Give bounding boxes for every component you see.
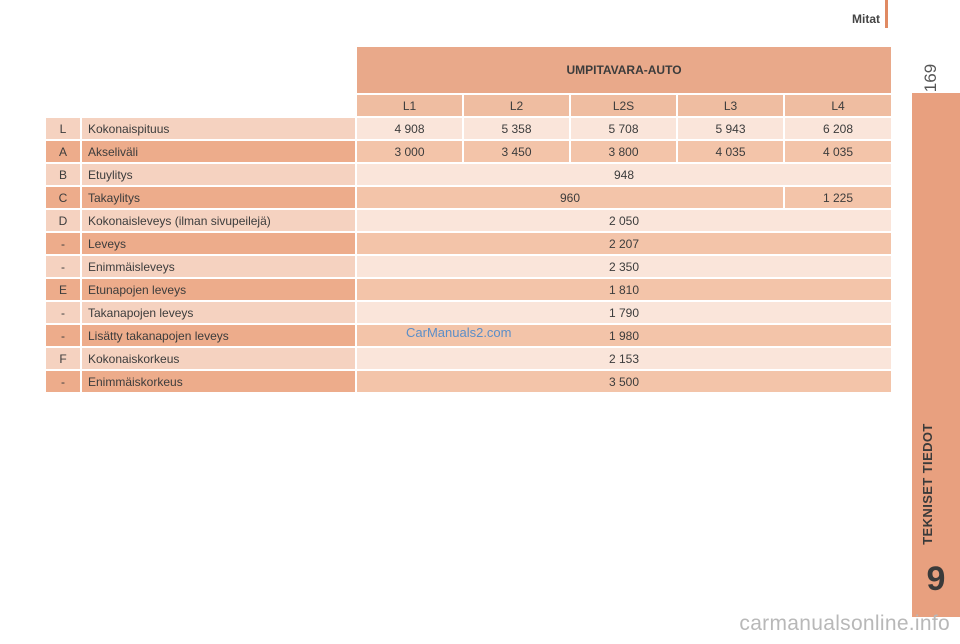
dimension-label: Kokonaiskorkeus <box>82 348 355 369</box>
dimension-value: 948 <box>357 164 891 185</box>
dimension-label: Kokonaispituus <box>82 118 355 139</box>
dimension-value: 1 790 <box>357 302 891 323</box>
dimension-letter: - <box>46 325 80 346</box>
table-row <box>46 279 891 300</box>
dimension-label: Etuylitys <box>82 164 355 185</box>
dimension-value: 4 908 <box>357 118 462 139</box>
dimension-letter: - <box>46 302 80 323</box>
dimension-value: 5 943 <box>678 118 783 139</box>
dimension-letter: C <box>46 187 80 208</box>
table-row <box>46 256 891 277</box>
dimension-letter: - <box>46 371 80 392</box>
dimension-value: 3 000 <box>357 141 462 162</box>
dimension-value: 6 208 <box>785 118 891 139</box>
dimension-label: Akseliväli <box>82 141 355 162</box>
dimension-value: 4 035 <box>785 141 891 162</box>
dimension-value: 2 050 <box>357 210 891 231</box>
dimensions-table <box>44 45 893 394</box>
dimension-value: 1 980 <box>357 325 891 346</box>
dimension-value: 1 810 <box>357 279 891 300</box>
variant-header: L1 <box>357 95 462 116</box>
dimension-value: 5 708 <box>571 118 676 139</box>
dimension-value: 1 225 <box>785 187 891 208</box>
header-accent-bar <box>885 0 888 28</box>
dimension-value: 3 500 <box>357 371 891 392</box>
variant-header-row <box>46 95 891 116</box>
dimension-label: Leveys <box>82 233 355 254</box>
table-corner-blank <box>46 47 355 93</box>
dimension-value: 3 450 <box>464 141 569 162</box>
dimension-letter: L <box>46 118 80 139</box>
dimension-value: 2 350 <box>357 256 891 277</box>
dimension-label: Lisätty takanapojen leveys <box>82 325 355 346</box>
variant-header: L3 <box>678 95 783 116</box>
dimension-label: Enimmäiskorkeus <box>82 371 355 392</box>
dimension-value: 5 358 <box>464 118 569 139</box>
table-row <box>46 348 891 369</box>
dimension-label: Takanapojen leveys <box>82 302 355 323</box>
dimension-letter: A <box>46 141 80 162</box>
carmanuals-watermark: CarManuals2.com <box>406 325 512 340</box>
table-row <box>46 210 891 231</box>
dimension-letter: B <box>46 164 80 185</box>
chapter-tab-label: TEKNISET TIEDOT <box>920 423 935 545</box>
dimension-value: 2 207 <box>357 233 891 254</box>
table-row <box>46 164 891 185</box>
dimension-label: Enimmäisleveys <box>82 256 355 277</box>
variant-header: L2S <box>571 95 676 116</box>
variant-header: L2 <box>464 95 569 116</box>
table-row <box>46 187 891 208</box>
dimension-label: Takaylitys <box>82 187 355 208</box>
dimension-value: 2 153 <box>357 348 891 369</box>
dimension-label: Kokonaisleveys (ilman sivupeilejä) <box>82 210 355 231</box>
table-row <box>46 118 891 139</box>
variant-header: L4 <box>785 95 891 116</box>
dimension-value: 3 800 <box>571 141 676 162</box>
table-title-row <box>46 47 891 93</box>
table-row <box>46 302 891 323</box>
dimension-letter: - <box>46 233 80 254</box>
table-row <box>46 141 891 162</box>
table-row <box>46 233 891 254</box>
footer-watermark: carmanualsonline.info <box>739 612 950 635</box>
section-title: Mitat <box>852 12 880 26</box>
chapter-number: 9 <box>926 560 946 598</box>
dimension-letter: F <box>46 348 80 369</box>
dimension-letter: D <box>46 210 80 231</box>
dimension-label: Etunapojen leveys <box>82 279 355 300</box>
dimension-letter: - <box>46 256 80 277</box>
dimension-value: 4 035 <box>678 141 783 162</box>
dimension-value: 960 <box>357 187 783 208</box>
table-row <box>46 371 891 392</box>
page-number: 169 <box>921 63 940 93</box>
table-corner-blank <box>46 95 355 116</box>
table-title: UMPITAVARA-AUTO <box>357 47 891 93</box>
dimension-letter: E <box>46 279 80 300</box>
